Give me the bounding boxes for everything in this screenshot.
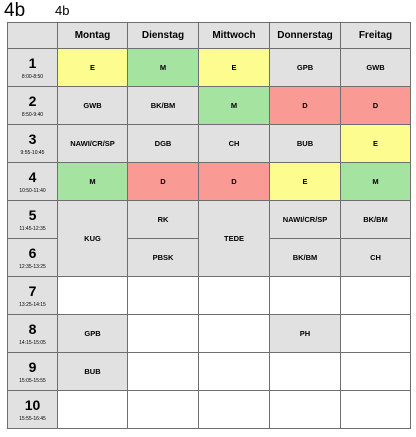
day-header-montag: Montag <box>58 23 128 49</box>
lesson-cell-mittwoch <box>199 277 270 315</box>
period-number: 1 <box>28 54 37 71</box>
period-label <box>8 239 58 277</box>
period-number: 6 <box>28 244 37 261</box>
period-label <box>8 163 58 201</box>
lesson-cell-montag: NAWI/CR/SP <box>58 125 128 163</box>
class-title: 4b <box>4 0 26 21</box>
period-row <box>8 201 411 239</box>
period-time: 14:15-15:05 <box>19 339 46 346</box>
period-row <box>8 49 411 87</box>
period-number: 4 <box>28 168 37 185</box>
lesson-cell-mittwoch <box>199 353 270 391</box>
period-time: 15:55-16:45 <box>19 415 46 422</box>
class-subtitle: 4b <box>55 3 70 18</box>
period-row <box>8 315 411 353</box>
lesson-cell-freitag: E <box>341 125 411 163</box>
day-header-donnerstag: Donnerstag <box>270 23 341 49</box>
period-row <box>8 87 411 125</box>
lesson-cell-freitag <box>341 391 411 429</box>
lesson-cell-donnerstag: D <box>270 87 341 125</box>
period-row <box>8 277 411 315</box>
day-header-row <box>8 23 411 49</box>
lesson-cell-donnerstag: PH <box>270 315 341 353</box>
lesson-cell-freitag: CH <box>341 239 411 277</box>
lesson-cell-freitag: D <box>341 87 411 125</box>
lesson-cell-dienstag: RK <box>128 201 199 239</box>
lesson-cell-freitag: BK/BM <box>341 201 411 239</box>
period-time: 12:35-13:25 <box>19 263 46 270</box>
period-time: 8:50-9:40 <box>21 111 44 118</box>
lesson-cell-mittwoch <box>199 315 270 353</box>
period-label <box>8 49 58 87</box>
period-label <box>8 87 58 125</box>
day-header-dienstag: Dienstag <box>128 23 199 49</box>
lesson-cell-donnerstag: NAWI/CR/SP <box>270 201 341 239</box>
lesson-cell-dienstag <box>128 315 199 353</box>
period-number: 2 <box>28 92 37 109</box>
lesson-cell-mittwoch: TEDE <box>199 201 270 277</box>
period-number: 10 <box>24 396 41 413</box>
period-label <box>8 277 58 315</box>
lesson-cell-donnerstag <box>270 353 341 391</box>
lesson-cell-mittwoch: CH <box>199 125 270 163</box>
lesson-cell-freitag: M <box>341 163 411 201</box>
lesson-cell-montag: E <box>58 49 128 87</box>
lesson-cell-dienstag <box>128 391 199 429</box>
period-label <box>8 201 58 239</box>
lesson-cell-donnerstag <box>270 277 341 315</box>
period-time: 11:45-12:35 <box>19 225 46 232</box>
period-number: 8 <box>28 320 37 337</box>
lesson-cell-donnerstag: E <box>270 163 341 201</box>
period-label <box>8 125 58 163</box>
lesson-cell-freitag <box>341 315 411 353</box>
lesson-cell-dienstag: DGB <box>128 125 199 163</box>
period-time: 15:05-15:55 <box>19 377 46 384</box>
period-time: 9:55-10:45 <box>20 149 45 156</box>
timetable <box>7 22 411 429</box>
period-label <box>8 353 58 391</box>
lesson-cell-dienstag: M <box>128 49 199 87</box>
lesson-cell-montag <box>58 391 128 429</box>
period-number: 5 <box>28 206 37 223</box>
lesson-cell-montag: M <box>58 163 128 201</box>
lesson-cell-freitag: GWB <box>341 49 411 87</box>
lesson-cell-freitag <box>341 277 411 315</box>
period-number: 9 <box>28 358 37 375</box>
corner-cell <box>8 23 58 49</box>
lesson-cell-dienstag <box>128 277 199 315</box>
period-time: 8:00-8:50 <box>21 73 44 80</box>
period-row <box>8 353 411 391</box>
period-time: 13:25-14:15 <box>19 301 46 308</box>
lesson-cell-donnerstag: BUB <box>270 125 341 163</box>
lesson-cell-donnerstag: GPB <box>270 49 341 87</box>
lesson-cell-dienstag: BK/BM <box>128 87 199 125</box>
lesson-cell-dienstag: D <box>128 163 199 201</box>
lesson-cell-mittwoch: E <box>199 49 270 87</box>
lesson-cell-montag: BUB <box>58 353 128 391</box>
lesson-cell-mittwoch <box>199 391 270 429</box>
lesson-cell-dienstag: PBSK <box>128 239 199 277</box>
lesson-cell-freitag <box>341 353 411 391</box>
lesson-cell-donnerstag: BK/BM <box>270 239 341 277</box>
lesson-cell-montag <box>58 277 128 315</box>
lesson-cell-mittwoch: M <box>199 87 270 125</box>
period-label <box>8 315 58 353</box>
day-header-freitag: Freitag <box>341 23 411 49</box>
period-number: 3 <box>28 130 37 147</box>
period-row <box>8 391 411 429</box>
period-row <box>8 125 411 163</box>
lesson-cell-montag: GWB <box>58 87 128 125</box>
lesson-cell-dienstag <box>128 353 199 391</box>
lesson-cell-donnerstag <box>270 391 341 429</box>
day-header-mittwoch: Mittwoch <box>199 23 270 49</box>
period-label <box>8 391 58 429</box>
period-time: 10:50-11:40 <box>19 187 46 194</box>
lesson-cell-montag: KUG <box>58 201 128 277</box>
period-row <box>8 163 411 201</box>
lesson-cell-montag: GPB <box>58 315 128 353</box>
period-number: 7 <box>28 282 37 299</box>
lesson-cell-mittwoch: D <box>199 163 270 201</box>
